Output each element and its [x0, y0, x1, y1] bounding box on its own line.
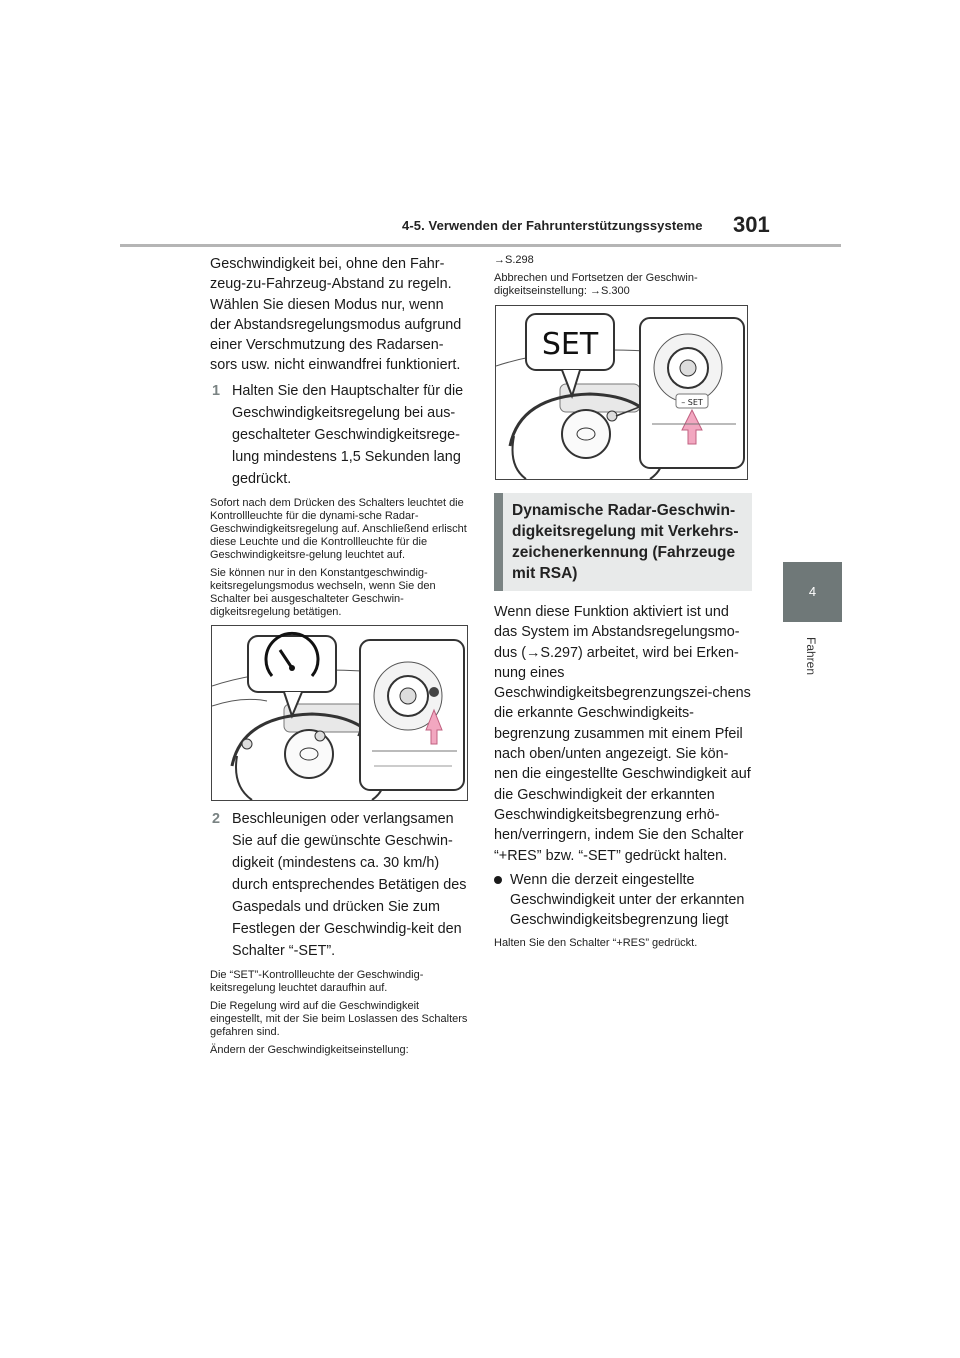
set-switch-label: – SET: [681, 398, 703, 407]
bullet-dot-icon: [494, 876, 502, 884]
steering-wheel-illustration: [212, 626, 467, 800]
section-heading: Dynamische Radar-Geschwin-digkeitsregelung mit Verkehrs-zeichenerkennung (Fahrzeuge mit RSA): [494, 493, 752, 591]
step-text: Beschleunigen oder verlangsamen Sie auf die gewünschte Geschwin-digkeit (mindestens ca. 30 km/h) durch entsprechendes Betätigen des Gaspedals und drücken Sie zum Festlegen der Geschwindig-keit den Schalter “-SET”.: [232, 810, 467, 959]
chapter-label: [800, 637, 824, 697]
right-column: [494, 254, 752, 955]
note-paragraph: Abbrechen und Fortsetzen der Geschwin-digkeitseinstellung: →S.300: [494, 272, 698, 297]
left-column: [210, 254, 468, 1062]
step-1: [210, 380, 468, 490]
steering-wheel-figure-set-switch: [495, 305, 748, 480]
note-paragraph: Die “SET”-Kontrollleuchte der Geschwindig-keitsregelung leuchtet daraufhin auf.: [210, 968, 424, 994]
chapter-tab: 4: [783, 562, 842, 622]
section-title: 4-5. Verwenden der Fahrunterstützungssysteme: [402, 218, 703, 233]
note-paragraph: Sie können nur in den Konstantgeschwindig-keitsregelungsmodus wechseln, wenn Sie den Schalter bei ausgeschalteter Geschwin-digkeitsregelung betätigen.: [210, 566, 436, 618]
intro-paragraph: Geschwindigkeit bei, ohne den Fahr-zeug-zu-Fahrzeug-Abstand zu regeln. Wählen Sie diesen Modus nur, wenn der Abstandsregelungsmodus aufgrund einer Verschmutzung des Radarsen-sors usw. nicht einwandfrei funktioniert.: [210, 256, 462, 374]
bullet-text: Wenn die derzeit eingestellte Geschwindigkeit unter der erkannten Geschwindigkeitsbegrenzung liegt: [510, 871, 745, 929]
note-paragraph: Ändern der Geschwindigkeitseinstellung:: [210, 1043, 409, 1056]
step-2: [210, 808, 468, 962]
reference-link: →S.298: [494, 254, 534, 266]
step-number: 1: [212, 382, 221, 399]
body-paragraph: Wenn diese Funktion aktiviert ist und das System im Abstandsregelungsmo-dus (→S.297) arbeitet, wird bei Erken-nung eines Geschwindigkeitsbegrenzungszei-chens die erkannte Geschwindigkeits-begrenzung zusammen mit einem Pfeil nach oben/unten angezeigt. Sie kön-nen die eingestellte Geschwindigkeit auf die Geschwindigkeit der erkannten Geschwindigkeitsbegrenzung erhö-hen/verringern, indem Sie den Schalter “+RES” bzw. “-SET” gedrückt halten.: [494, 604, 751, 864]
steering-wheel-illustration: [496, 306, 747, 479]
steering-wheel-figure-main-switch: [211, 625, 468, 801]
note-paragraph: Halten Sie den Schalter “+RES” gedrückt.: [494, 936, 698, 949]
step-number: 2: [212, 810, 221, 827]
page-number: 301: [733, 212, 770, 237]
note-paragraph: Die Regelung wird auf die Geschwindigkeit eingestellt, mit der Sie beim Loslassen des Schalters gefahren sind.: [210, 999, 468, 1038]
chapter-label-text: Fahren: [804, 637, 818, 676]
set-callout-label: SET: [541, 327, 599, 362]
step-text: Halten Sie den Hauptschalter für die Geschwindigkeitsregelung bei aus-geschalteter Geschwindigkeitsrege-lung mindestens 1,5 Sekunden lang gedrückt.: [232, 382, 464, 487]
note-paragraph: Sofort nach dem Drücken des Schalters leuchtet die Kontrollleuchte für die dynami-sche Radar-Geschwindigkeitsregelung auf. Anschließend erlischt diese Leuchte und die Kontrollleuchte für die Geschwindigkeitsre-gelung leuchtet auf.: [210, 496, 467, 561]
bullet-item: [494, 870, 752, 931]
header-rule: [120, 244, 841, 247]
